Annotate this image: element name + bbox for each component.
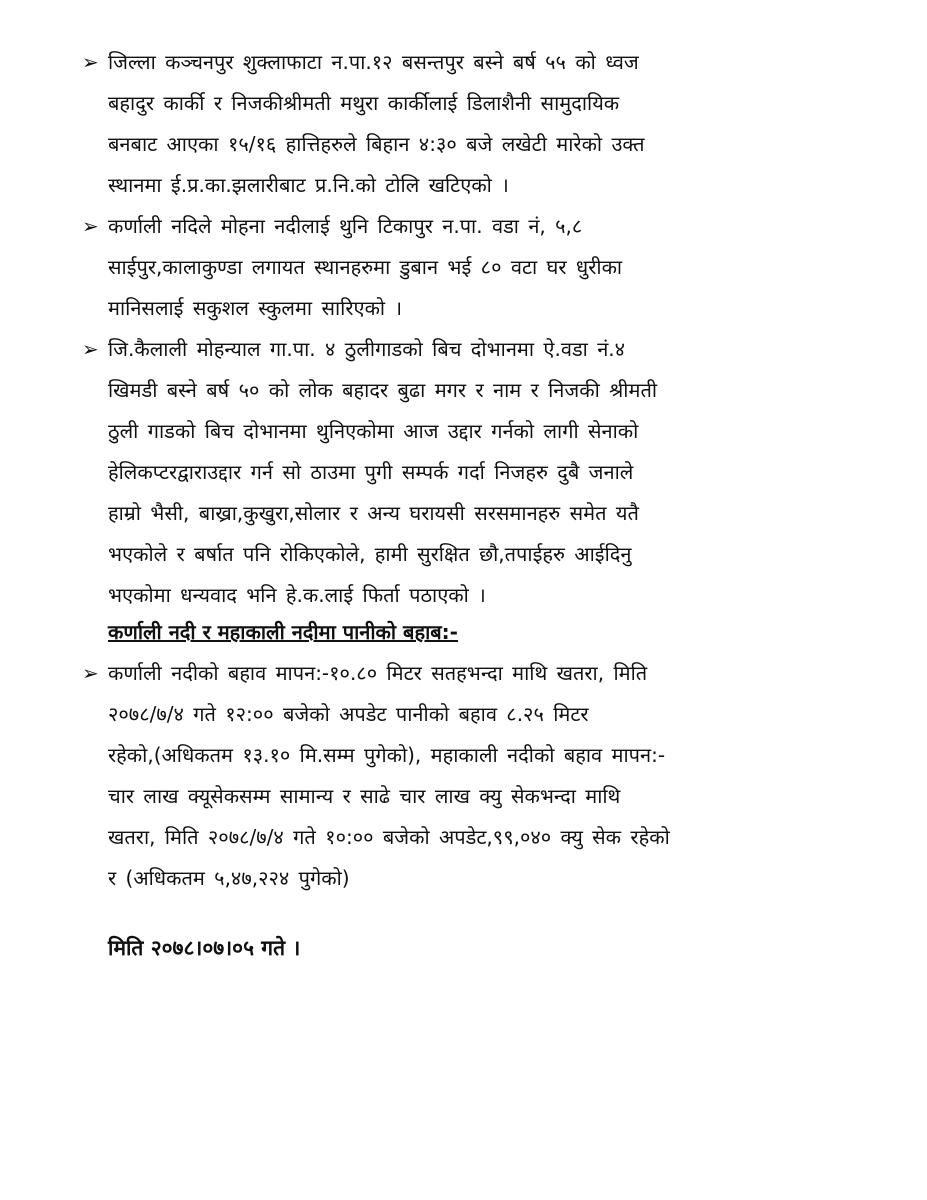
section-heading: कर्णाली नदी र महाकाली नदीमा पानीको बहाब:- (108, 620, 458, 644)
document-date: मिति २०७८।०७।०५ गते । (108, 936, 301, 960)
list-item (82, 329, 857, 616)
river-flow-bullet-list (82, 653, 857, 899)
bullet-text: जिल्ला कञ्चनपुर शुक्लाफाटा न.पा.१२ बसन्तपुर बस्ने बर्ष ५५ को ध्वज बहादुर कार्की र निजकीश्रीमती मथुरा कार्कीलाई डिलाशैनी सामुदायिक बनबाट आएका १५/१६ हात्तिहरुले बिहान ४:३० बजे लखेटी मारेको उक्त स्थानमा ई.प्र.का.झलारीबाट प्र.नि.को टोलि खटिएको । (108, 50, 645, 197)
list-item (82, 42, 857, 206)
bullet-text: जि.कैलाली मोहन्याल गा.पा. ४ ठुलीगाडको बिच दोभानमा ऐ.वडा नं.४ खिमडी बस्ने बर्ष ५० को लोक बहादर बुढा मगर र नाम र निजकी श्रीमती ठुली गाडको बिच दोभानमा थुनिएकोमा आज उद्दार गर्नको लागी सेनाको हेलिकप्टरद्वाराउद्दार गर्न सो ठाउमा पुगी सम्पर्क गर्दा निजहरु दुबै जनाले हाम्रो भैसी, बाख्रा,कुखुरा,सोलार र अन्य घरायसी सरसमानहरु समेत यतै भएकोले र बर्षात पनि रोकिएकोले, हामी सुरक्षित छौ,तपाईहरु आईदिनु भएकोमा धन्यवाद भनि हे.क.लाई फिर्ता पठाएको । (108, 337, 658, 607)
arrow-bullet-icon: ➢ (82, 214, 99, 238)
bullet-text: कर्णाली नदिले मोहना नदीलाई थुनि टिकापुर न.पा. वडा नं, ५,८ साईपुर,कालाकुण्डा लगायत स्थानहरुमा डुबान भई ८० वटा घर धुरीका मानिसलाई सकुशल स्कुलमा सारिएको । (108, 214, 623, 320)
arrow-bullet-icon: ➢ (82, 50, 99, 74)
bullet-text: कर्णाली नदीको बहाव मापन:-१०.८० मिटर सतहभन्दा माथि खतरा, मिति २०७८/७/४ गते १२:०० बजेको अपडेट पानीको बहाव ८.२५ मिटर रहेको,(अधिकतम १३.१० मि.सम्म पुगेको), महाकाली नदीको बहाव मापन:- चार लाख क्यूसेकसम्म सामान्य र साढे चार लाख क्यु सेकभन्दा माथि खतरा, मिति २०७८/७/४ गते १०:०० बजेको अपडेट,९९,०४० क्यु सेक रहेको र (अधिकतम ५,४७,२२४ पुगेको) (108, 661, 670, 890)
list-item (82, 206, 857, 329)
arrow-bullet-icon: ➢ (82, 661, 99, 685)
list-item (82, 653, 857, 899)
incident-bullet-list (82, 42, 857, 616)
arrow-bullet-icon: ➢ (82, 337, 99, 361)
